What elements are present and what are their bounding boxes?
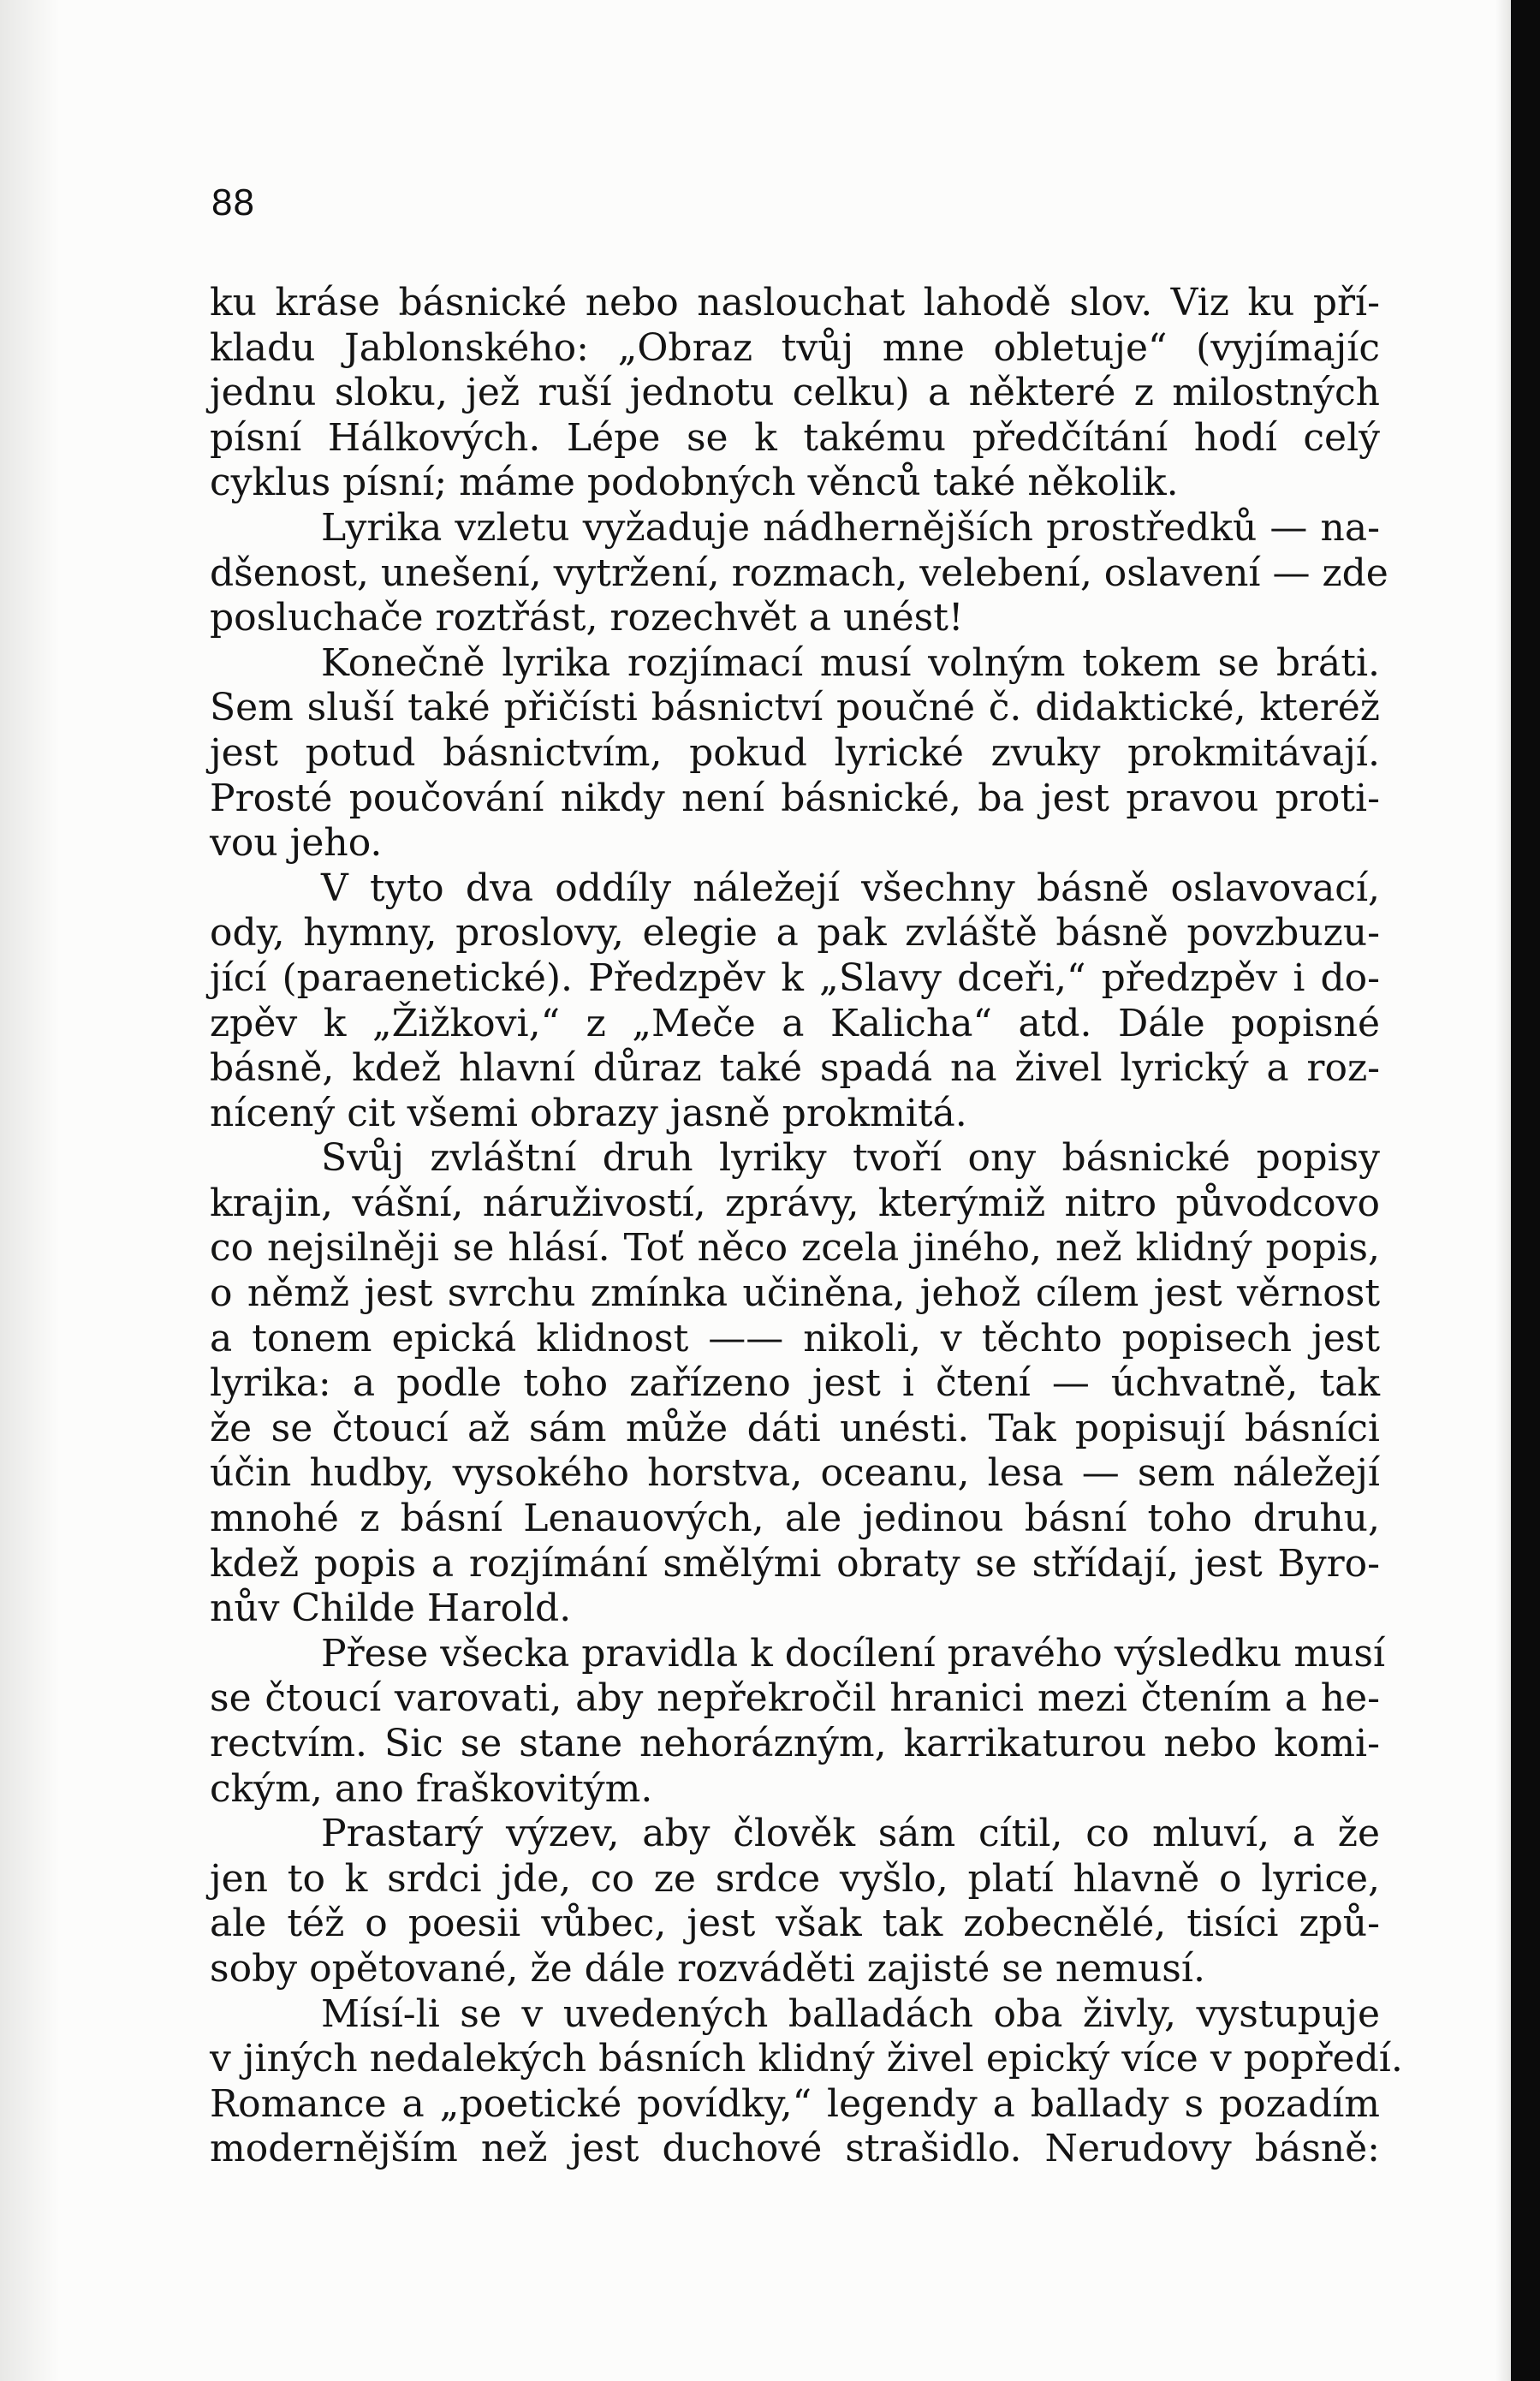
- text-line: účin hudby, vysokého horstva, oceanu, lesa — sem náležejí: [210, 1451, 1380, 1496]
- text-line: a tonem epická klidnost —— nikoli, v těchto popisech jest: [210, 1316, 1380, 1360]
- paragraph-start-line: Konečně lyrika rozjímací musí volným tokem se bráti.: [321, 640, 1380, 685]
- text-line: dšenost, unešení, vytržení, rozmach, velebení, oslavení — zde: [210, 551, 1388, 595]
- text-line: že se čtoucí až sám může dáti unésti. Tak popisují básníci: [210, 1406, 1380, 1450]
- text-line: Prosté poučování nikdy není básnické, ba jest pravou proti-: [210, 776, 1380, 820]
- text-line: ku kráse básnické nebo naslouchat lahodě slov. Viz ku pří-: [210, 281, 1380, 324]
- text-line: zpěv k „Žižkovi,“ z „Meče a Kalicha“ atd. Dále popisné: [210, 1001, 1380, 1045]
- text-line: mnohé z básní Lenauových, ale jedinou básní toho druhu,: [210, 1497, 1380, 1541]
- text-line: kladu Jablonského: „Obraz tvůj mne obletuje“ (vyjímajíc: [210, 325, 1380, 370]
- text-line: posluchače roztřást, rozechvět a unést!: [210, 596, 964, 640]
- text-line: soby opětované, že dále rozváděti zajisté se nemusí.: [210, 1946, 1205, 1991]
- text-line: lyrika: a podle toho zařízeno jest i čtení — úchvatně, tak: [210, 1361, 1380, 1406]
- book-spine-edge: [1511, 0, 1540, 2381]
- page-edge-shadow: [0, 0, 60, 2381]
- text-line: krajin, vášní, náruživostí, zprávy, kterýmiž nitro původcovo: [210, 1181, 1380, 1225]
- paragraph-start-line: Přese všecka pravidla k docílení pravého výsledku musí: [321, 1631, 1386, 1676]
- text-line: co nejsilněji se hlásí. Toť něco zcela jiného, než klidný popis,: [210, 1226, 1380, 1271]
- gutter-shadow: [1495, 0, 1511, 2381]
- text-line: nův Childe Harold.: [210, 1586, 572, 1631]
- paragraph-start-line: V tyto dva oddíly náležejí všechny básně oslavovací,: [321, 866, 1380, 910]
- text-line: rectvím. Sic se stane nehorázným, karrikaturou nebo komi-: [210, 1722, 1380, 1765]
- text-line: jednu sloku, jež ruší jednotu celku) a některé z milostných: [210, 371, 1380, 415]
- text-line: kdež popis a rozjímání smělými obraty se střídají, jest Byro-: [210, 1541, 1380, 1586]
- text-line: jen to k srdci jde, co ze srdce vyšlo, platí hlavně o lyrice,: [210, 1856, 1380, 1901]
- text-line: ale též o poesii vůbec, jest však tak zobecnělé, tisíci způ-: [210, 1902, 1380, 1946]
- text-line: ckým, ano fraškovitým.: [210, 1766, 653, 1811]
- text-line: cyklus písní; máme podobných věnců také několik.: [210, 461, 1179, 505]
- text-line: nícený cit všemi obrazy jasně prokmitá.: [210, 1091, 967, 1135]
- text-line: básně, kdež hlavní důraz také spadá na živel lyrický a roz-: [210, 1046, 1380, 1091]
- paragraph-start-line: Mísí-li se v uvedených balladách oba živly, vystupuje: [321, 1991, 1380, 2036]
- text-line: písní Hálkových. Lépe se k takému předčítání hodí celý: [210, 415, 1380, 460]
- body-text: [210, 281, 1403, 2172]
- paragraph-start-line: Lyrika vzletu vyžaduje nádhernějších prostředků — na-: [321, 505, 1380, 550]
- text-line: v jiných nedalekých básních klidný živel epický více v popředí.: [210, 2037, 1403, 2081]
- text-line: jící (paraenetické). Předzpěv k „Slavy dceři,“ předzpěv i do-: [210, 955, 1380, 1000]
- paragraph-start-line: Svůj zvláštní druh lyriky tvoří ony básnické popisy: [321, 1136, 1380, 1181]
- text-line: modernějším než jest duchové strašidlo. Nerudovy básně:: [210, 2127, 1380, 2171]
- text-line: Romance a „poetické povídky,“ legendy a ballady s pozadím: [210, 2081, 1380, 2126]
- paragraph-start-line: Prastarý výzev, aby člověk sám cítil, co mluví, a že: [321, 1812, 1380, 1856]
- text-line: vou jeho.: [210, 821, 383, 866]
- text-line: ody, hymny, proslovy, elegie a pak zvláště básně povzbuzu-: [210, 911, 1380, 955]
- text-line: se čtoucí varovati, aby nepřekročil hranici mezi čtením a he-: [210, 1676, 1380, 1721]
- page-number: 88: [211, 182, 255, 223]
- text-line: o němž jest svrchu zmínka učiněna, jehož cílem jest věrnost: [210, 1271, 1380, 1316]
- text-line: jest potud básnictvím, pokud lyrické zvuky prokmitávají.: [210, 730, 1380, 775]
- text-line: Sem sluší také přičísti básnictví poučné č. didaktické, kteréž: [210, 686, 1380, 730]
